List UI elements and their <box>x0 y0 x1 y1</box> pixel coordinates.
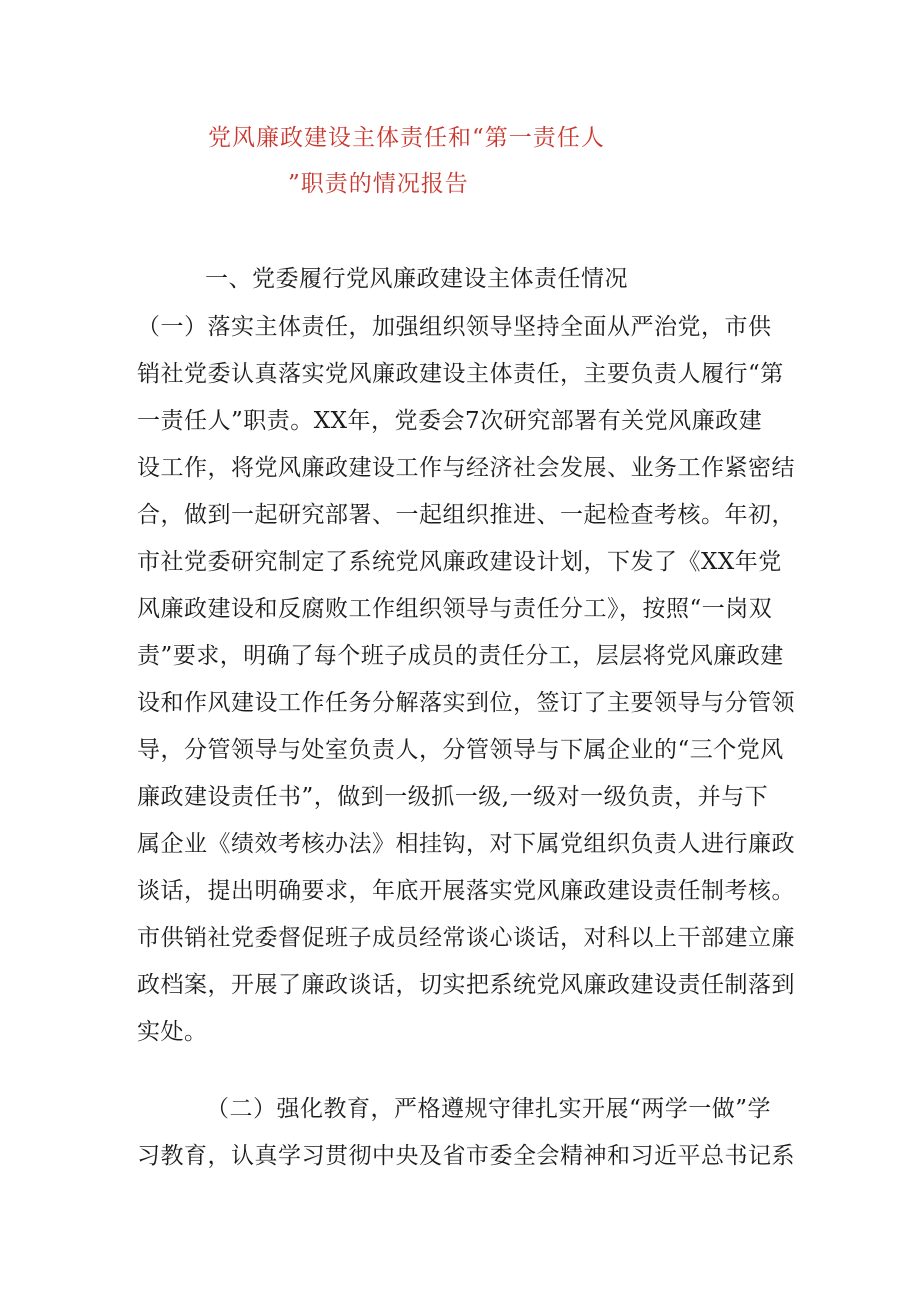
document-title-line-1: 党风廉政建设主体责任和“第一责任人 <box>208 125 605 151</box>
paragraph-1-line: 一责任人”职责。XX年，党委会7次研究部署有关党风廉政建 <box>137 408 763 434</box>
paragraph-1-line: 合，做到一起研究部署、一起组织推进、一起检查考核。年初， <box>137 502 795 528</box>
paragraph-1-line: 市供销社党委督促班子成员经常谈心谈话，对科以上干部建立廉 <box>137 925 795 951</box>
paragraph-1-line: 风廉政建设和反腐败工作组织领导与责任分工》，按照“一岗双 <box>137 596 773 622</box>
paragraph-1-line: 设和作风建设工作任务分解落实到位，签订了主要领导与分管领 <box>137 690 795 716</box>
paragraph-2-line: 习教育，认真学习贯彻中央及省市委全会精神和习近平总书记系 <box>137 1143 795 1169</box>
paragraph-1-line: 廉政建设责任书”，做到一级抓一级,一级对一级负责，并与下 <box>137 784 769 810</box>
paragraph-1-line: 市社党委研究制定了系统党风廉政建设计划，下发了《XX年党 <box>137 549 782 575</box>
paragraph-1-line: 实处。 <box>137 1019 208 1045</box>
paragraph-1-line: 设工作，将党风廉政建设工作与经济社会发展、业务工作紧密结 <box>137 455 795 481</box>
paragraph-1-line: （一）落实主体责任，加强组织领导坚持全面从严治党，市供 <box>137 314 772 340</box>
paragraph-2-line: （二）强化教育，严格遵规守律扎实开展“两学一做”学 <box>206 1096 772 1122</box>
document-title-line-2: ”职责的情况报告 <box>288 171 469 197</box>
paragraph-1-line: 政档案，开展了廉政谈话，切实把系统党风廉政建设责任制落到 <box>137 972 795 998</box>
paragraph-1-line: 销社党委认真落实党风廉政建设主体责任，主要负责人履行“第 <box>137 361 784 387</box>
paragraph-1-line: 谈话，提出明确要求，年底开展落实党风廉政建设责任制考核。 <box>137 878 795 904</box>
section-heading: 一、党委履行党风廉政建设主体责任情况 <box>205 266 628 292</box>
paragraph-1-line: 导，分管领导与处室负责人，分管领导与下属企业的“三个党风 <box>137 737 784 763</box>
paragraph-1-line: 责”要求，明确了每个班子成员的责任分工，层层将党风廉政建 <box>137 643 784 669</box>
paragraph-1-line: 属企业《绩效考核办法》相挂钩，对下属党组织负责人进行廉政 <box>137 831 795 857</box>
